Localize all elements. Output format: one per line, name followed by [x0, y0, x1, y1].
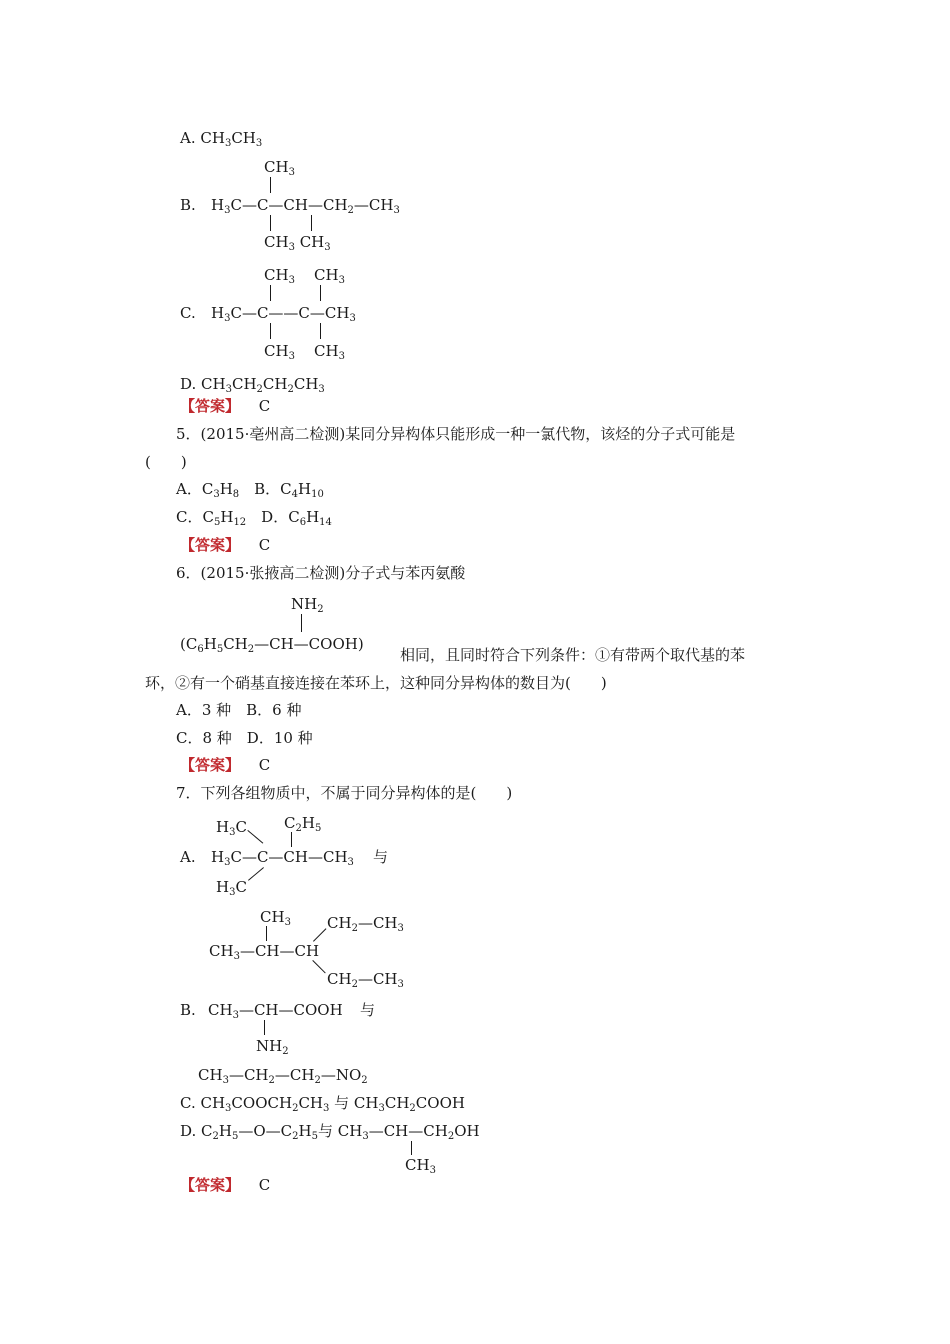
q4-option-b-bottom: $CH_3$ $CH_3$	[264, 233, 331, 253]
q4-option-c-top1: $CH_3$	[264, 266, 295, 286]
q7-option-a-c2h5: $C_2H_5$	[284, 814, 322, 834]
bond-line	[301, 614, 302, 632]
q7-option-c: C. $CH_3COOCH_2CH_3$ 与 $CH_3CH_2COOH$	[180, 1094, 465, 1114]
q7-option-a2-top: $CH_3$	[260, 908, 291, 928]
bond-line	[248, 867, 264, 881]
q7-stem: 7．下列各组物质中，不属于同分异构体的是( )	[176, 784, 513, 802]
q7-option-b-yu: 与	[360, 1001, 376, 1019]
q5-options-cd: C．$C_5H_{12}$ D．$C_6H_{14}$	[176, 508, 332, 528]
bond-line	[411, 1141, 412, 1155]
q7-answer	[180, 1176, 270, 1194]
q6-stem-continued: 相同，且同时符合下列条件：①有带两个取代基的苯	[400, 646, 746, 664]
q4-option-c-label: C.	[180, 304, 196, 322]
q5-options-ab: A．$C_3H_8$ B．$C_4H_{10}$	[176, 480, 324, 500]
q6-answer	[180, 756, 270, 774]
q6-options-ab: A．3 种 B．6 种	[176, 701, 302, 719]
bond-line	[266, 926, 267, 941]
answer-value: C	[258, 536, 271, 554]
q4-option-a: A. $CH_3CH_3$	[180, 129, 263, 149]
bond-line	[270, 285, 271, 301]
q7-option-b-bottom: $NH_2$	[256, 1037, 289, 1057]
q6-options-cd: C．8 种 D．10 种	[176, 729, 313, 747]
q7-option-d-bottom: $CH_3$	[405, 1156, 436, 1176]
q4-option-b-top: $CH_3$	[264, 158, 295, 178]
bond-line	[320, 323, 321, 339]
answer-tag: 【答案】	[180, 1176, 241, 1194]
q7-option-a-yu: 与	[373, 848, 389, 866]
bond-line	[270, 215, 271, 231]
q7-option-a-h3c-top: $H_3C$	[216, 818, 247, 838]
q7-option-a-label: A.	[180, 848, 196, 866]
bond-line	[291, 832, 292, 847]
bond-line	[320, 285, 321, 301]
q5-paren: ( )	[145, 453, 187, 471]
q4-option-d: D. $CH_3CH_2CH_2CH_3$	[180, 375, 325, 395]
q6-stem-line2: 环，②有一个硝基直接连接在苯环上，这种同分异构体的数目为( )	[145, 674, 607, 692]
bond-line	[313, 928, 326, 941]
q7-option-b-main: $CH_3—CH—COOH$	[208, 1001, 343, 1021]
bond-line	[312, 960, 325, 973]
answer-value: C	[258, 1176, 271, 1194]
answer-tag: 【答案】	[180, 397, 241, 415]
answer-value: C	[258, 397, 271, 415]
q4-option-b-main: $H_3C—C—CH—CH_2—CH_3$	[211, 196, 400, 216]
q6-formula-main: $(C_6H_5CH_2—CH—COOH)$	[180, 635, 364, 655]
q6-formula-top: $NH_2$	[291, 595, 324, 615]
q7-option-d: D. $C_2H_5—O—C_2H_5$与 $CH_3—CH—CH_2OH$	[180, 1122, 480, 1142]
q7-option-a2-right-bottom: $CH_2—CH_3$	[327, 970, 404, 990]
q6-stem: 6．(2015·张掖高二检测)分子式与苯丙氨酸	[176, 564, 466, 582]
q4-option-b-label: B.	[180, 196, 196, 214]
q5-answer	[180, 536, 270, 554]
q5-stem: 5．(2015·亳州高二检测)某同分异构体只能形成一种一氯代物，该烃的分子式可能是	[176, 425, 736, 443]
bond-line	[247, 830, 263, 844]
bond-line	[311, 215, 312, 231]
bond-line	[270, 323, 271, 339]
bond-line	[270, 177, 271, 193]
q4-option-c-main: $H_3C—C——C—CH_3$	[211, 304, 356, 324]
q7-option-a-h3c-bottom: $H_3C$	[216, 878, 247, 898]
q7-option-a2-main: $CH_3—CH—CH$	[209, 942, 320, 962]
q7-option-a2-right-top: $CH_2—CH_3$	[327, 914, 404, 934]
q7-option-b-second: $CH_3—CH_2—CH_2—NO_2$	[198, 1066, 368, 1086]
q7-option-a-main: $H_3C—C—CH—CH_3$	[211, 848, 354, 868]
bond-line	[264, 1020, 265, 1035]
q4-option-c-bot1: $CH_3$	[264, 342, 295, 362]
answer-tag: 【答案】	[180, 756, 241, 774]
q4-option-c-bot2: $CH_3$	[314, 342, 345, 362]
q4-answer	[180, 397, 270, 415]
q4-option-c-top2: $CH_3$	[314, 266, 345, 286]
q7-option-b-label: B.	[180, 1001, 196, 1019]
answer-tag: 【答案】	[180, 536, 241, 554]
answer-value: C	[258, 756, 271, 774]
